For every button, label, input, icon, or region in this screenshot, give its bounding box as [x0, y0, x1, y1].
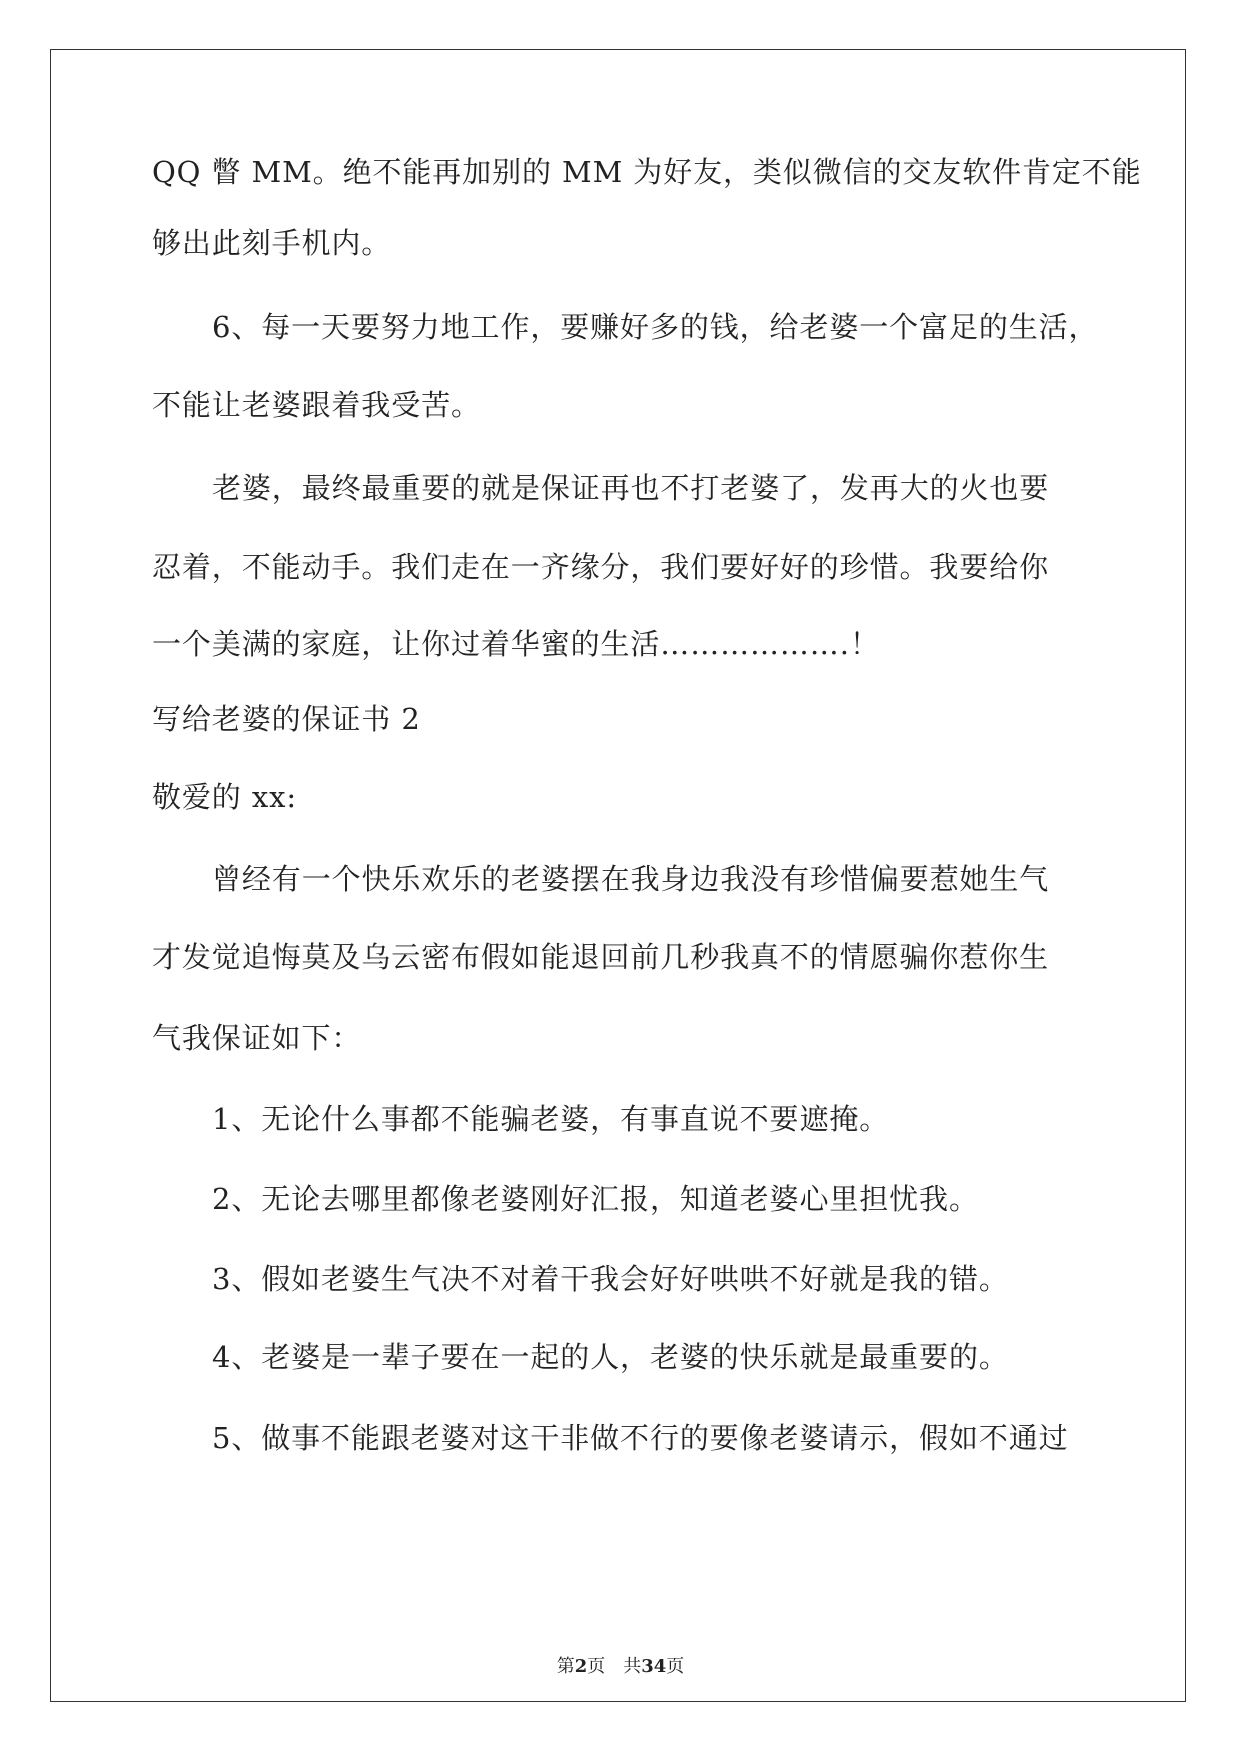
list-item: 4、老婆是一辈子要在一起的人，老婆的快乐就是最重要的。 — [212, 1340, 1009, 1374]
text-line: 够出此刻手机内。 — [152, 226, 392, 260]
text-line: 一个美满的家庭，让你过着华蜜的生活……………….！ — [152, 627, 880, 661]
text-line: 气我保证如下： — [152, 1021, 362, 1055]
text-line: 忍着，不能动手。我们走在一齐缘分，我们要好好的珍惜。我要给你 — [152, 550, 1050, 584]
footer-page-prefix: 第 — [556, 1656, 575, 1677]
salutation: 敬爱的 xx: — [152, 780, 297, 814]
text-line: 不能让老婆跟着我受苦。 — [152, 388, 481, 422]
text-line: 曾经有一个快乐欢乐的老婆摆在我身边我没有珍惜偏要惹她生气 — [212, 862, 1050, 896]
section-heading: 写给老婆的保证书 2 — [152, 702, 421, 736]
list-item: 2、无论去哪里都像老婆刚好汇报，知道老婆心里担忧我。 — [212, 1182, 979, 1216]
text-line: QQ 瞥 MM。绝不能再加别的 MM 为好友，类似微信的交友软件肯定不能 — [152, 155, 1142, 189]
page-footer — [0, 1656, 1241, 1678]
list-item: 5、做事不能跟老婆对这干非做不行的要像老婆请示，假如不通过 — [212, 1421, 1069, 1455]
footer-page-suffix: 页 — [666, 1656, 685, 1677]
list-item: 1、无论什么事都不能骗老婆，有事直说不要遮掩。 — [212, 1102, 890, 1136]
text-line: 才发觉追悔莫及乌云密布假如能退回前几秒我真不的情愿骗你惹你生 — [152, 940, 1050, 974]
list-item: 3、假如老婆生气决不对着干我会好好哄哄不好就是我的错。 — [212, 1262, 1009, 1296]
footer-page-number: 2 — [574, 1656, 588, 1677]
text-line: 老婆，最终最重要的就是保证再也不打老婆了，发再大的火也要 — [212, 471, 1050, 505]
footer-page-total: 34 — [641, 1656, 667, 1677]
text-line: 6、每一天要努力地工作，要赚好多的钱，给老婆一个富足的生活， — [212, 310, 1099, 344]
footer-page-mid: 页 共 — [587, 1656, 642, 1677]
